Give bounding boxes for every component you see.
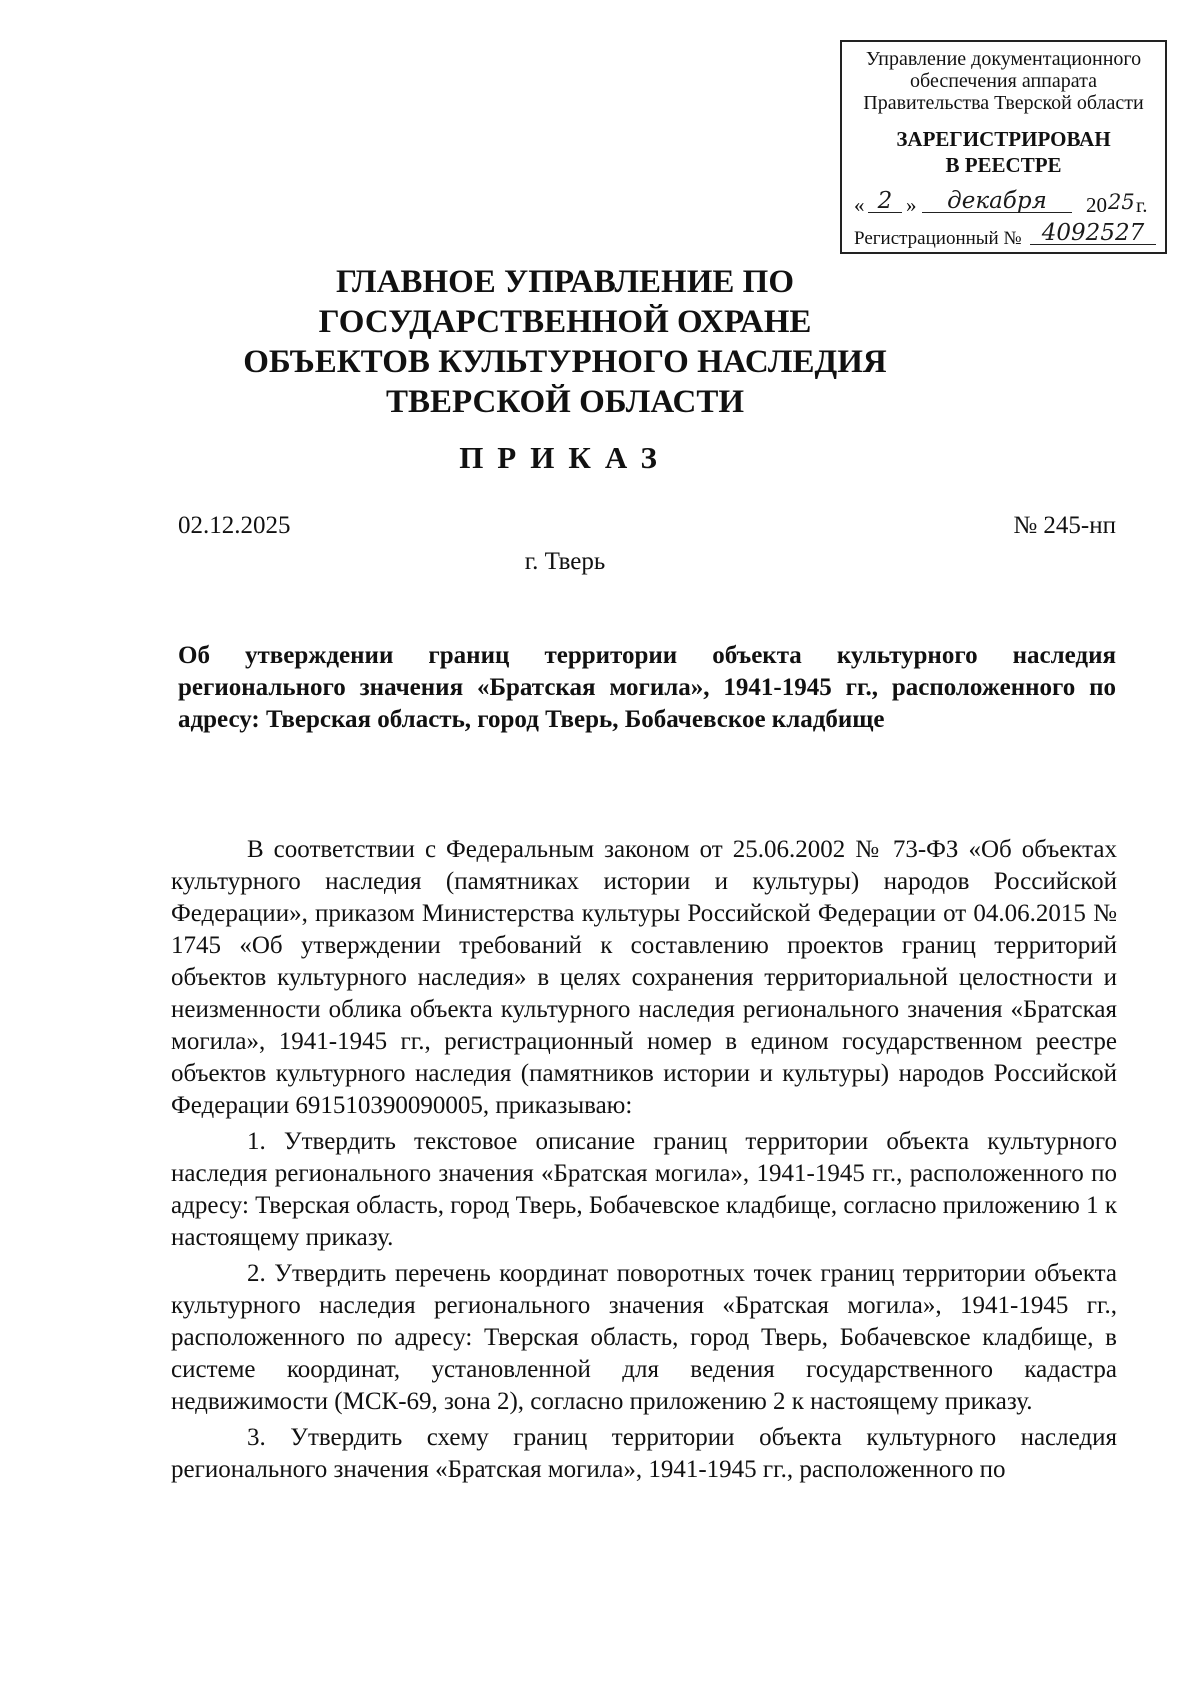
stamp-day: 2	[868, 190, 902, 213]
org-title-line3: ОБЪЕКТОВ КУЛЬТУРНОГО НАСЛЕДИЯ	[243, 344, 887, 380]
stamp-reg-label: Регистрационный №	[854, 228, 1022, 249]
registration-stamp	[840, 40, 1167, 254]
document-number: № 245-нп	[1013, 512, 1116, 539]
stamp-year-unit: г.	[1136, 193, 1148, 217]
stamp-number-row	[854, 220, 1164, 252]
document-body	[171, 834, 1117, 1490]
document-subject: Об утверждении границ территории объекта культурного наследия регионального значения «Братская могила», 1941-1945 гг., расположенного по адресу: Тверская область, город Тверь, Бобачевское кладбище	[178, 642, 1116, 733]
stamp-year-prefix: 20	[1086, 193, 1107, 217]
org-title-line1: ГЛАВНОЕ УПРАВЛЕНИЕ ПО	[336, 264, 794, 300]
body-preamble: В соответствии с Федеральным законом от 25.06.2002 № 73-ФЗ «Об объектах культурного наследия (памятниках истории и культуры) народов Российской Федерации», приказом Министерства культуры Российской Федерации от 04.06.2015 № 1745 «Об утверждении требований к составлению проектов границ территорий объектов культурного наследия» в целях сохранения территориальной целостности и неизменности облика объекта культурного наследия регионального значения «Братская могила», 1941-1945 гг., регистрационный номер в едином государственном реестре объектов культурного наследия (памятников истории и культуры) народов Российской Федерации 691510390090005, приказываю:	[171, 836, 1117, 1119]
stamp-org-line3: Правительства Тверской области	[863, 92, 1144, 114]
stamp-reg-number: 4092527	[1030, 222, 1156, 245]
org-title-line2: ГОСУДАРСТВЕННОЙ ОХРАНЕ	[318, 304, 812, 340]
body-item-3: 3. Утвердить схему границ территории объекта культурного наследия регионального значения «Братская могила», 1941-1945 гг., расположенного по	[171, 1424, 1117, 1483]
body-item-2: 2. Утвердить перечень координат поворотных точек границ территории объекта культурного наследия регионального значения «Братская могила», 1941-1945 гг., расположенного по адресу: Тверская область, город Тверь, Бобачевское кладбище, в системе координат, установленной для ведения государственного кадастра недвижимости (МСК-69, зона 2), согласно приложению 2 к настоящему приказу.	[171, 1260, 1117, 1415]
stamp-day-close: »	[906, 193, 917, 217]
document-city: г. Тверь	[524, 548, 606, 575]
stamp-month: декабря	[922, 190, 1072, 213]
organization-title	[160, 262, 970, 422]
stamp-registered-line2: В РЕЕСТРЕ	[945, 153, 1062, 177]
stamp-year-suffix: 25	[1108, 190, 1135, 214]
stamp-day-open: «	[854, 193, 865, 217]
org-title-line4: ТВЕРСКОЙ ОБЛАСТИ	[385, 384, 745, 420]
body-item-1: 1. Утвердить текстовое описание границ территории объекта культурного наследия регионального значения «Братская могила», 1941-1945 гг., расположенного по адресу: Тверская область, город Тверь, Бобачевское кладбище, согласно приложению 1 к настоящему приказу.	[171, 1128, 1117, 1251]
stamp-date-row	[854, 190, 1154, 220]
stamp-registered-line1: ЗАРЕГИСТРИРОВАН	[896, 127, 1111, 151]
document-date: 02.12.2025	[178, 512, 291, 539]
document-type: ПРИКАЗ	[459, 440, 671, 475]
stamp-org-line2: обеспечения аппарата	[910, 70, 1097, 92]
stamp-org-line1: Управление документационного	[865, 48, 1142, 70]
